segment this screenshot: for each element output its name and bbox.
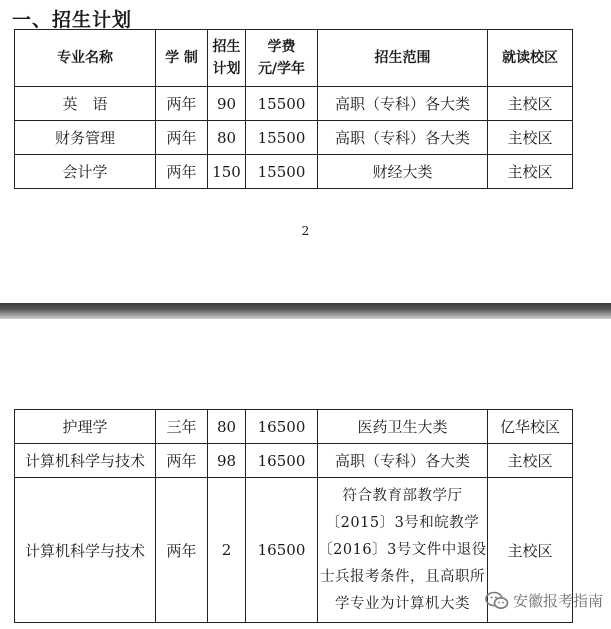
cell-fee: 15500 bbox=[246, 155, 318, 189]
watermark-text: 安徽报考指南 bbox=[512, 592, 603, 610]
header-fee-line1: 学费 bbox=[267, 39, 296, 55]
section-title: 一、招生计划 bbox=[12, 9, 133, 31]
table-row bbox=[15, 87, 573, 121]
cell-duration: 两年 bbox=[156, 87, 208, 121]
header-fee-line2: 元/学年 bbox=[257, 61, 306, 77]
cell-campus: 主校区 bbox=[488, 121, 573, 155]
cell-fee: 15500 bbox=[246, 121, 318, 155]
cell-major: 英 语 bbox=[15, 87, 156, 121]
cell-major: 会计学 bbox=[15, 155, 156, 189]
cell-scope: 财经大类 bbox=[318, 155, 488, 189]
cell-major: 计算机科学与技术 bbox=[15, 478, 156, 623]
header-scope: 招生范围 bbox=[318, 30, 488, 87]
enrollment-plan-table bbox=[14, 29, 573, 189]
cell-campus: 主校区 bbox=[488, 155, 573, 189]
cell-scope: 高职（专科）各大类 bbox=[318, 444, 488, 478]
header-quota-line2: 计划 bbox=[212, 61, 241, 77]
cell-duration: 三年 bbox=[156, 410, 208, 444]
cell-quota: 90 bbox=[208, 87, 246, 121]
cell-quota: 150 bbox=[208, 155, 246, 189]
scope-line: 士兵报考条件，且高职所 bbox=[320, 568, 485, 585]
scope-line: 符合教育部教学厅 bbox=[342, 487, 463, 504]
cell-scope: 医药卫生大类 bbox=[318, 410, 488, 444]
cell-duration: 两年 bbox=[156, 478, 208, 623]
page-number: 2 bbox=[301, 224, 310, 238]
cell-fee: 16500 bbox=[246, 444, 318, 478]
header-duration: 学 制 bbox=[156, 30, 208, 87]
table-header-row bbox=[15, 30, 573, 87]
header-quota bbox=[208, 30, 246, 87]
cell-quota: 98 bbox=[208, 444, 246, 478]
cell-duration: 两年 bbox=[156, 155, 208, 189]
header-fee bbox=[246, 30, 318, 87]
cell-quota: 2 bbox=[208, 478, 246, 623]
table-row bbox=[15, 410, 573, 444]
cell-campus: 主校区 bbox=[488, 87, 573, 121]
cell-scope: 高职（专科）各大类 bbox=[318, 121, 488, 155]
cell-major: 财务管理 bbox=[15, 121, 156, 155]
cell-quota: 80 bbox=[208, 121, 246, 155]
header-major: 专业名称 bbox=[15, 30, 156, 87]
cell-scope: 高职（专科）各大类 bbox=[318, 87, 488, 121]
watermark bbox=[485, 590, 603, 611]
cell-fee: 15500 bbox=[246, 87, 318, 121]
wechat-icon bbox=[485, 591, 509, 611]
cell-duration: 两年 bbox=[156, 121, 208, 155]
cell-campus: 主校区 bbox=[488, 444, 573, 478]
scope-line: 〔2016〕3号文件中退役 bbox=[318, 541, 487, 558]
cell-major: 护理学 bbox=[15, 410, 156, 444]
header-quota-line1: 招生 bbox=[212, 39, 241, 55]
page-separator bbox=[0, 303, 611, 319]
cell-fee: 16500 bbox=[246, 410, 318, 444]
cell-fee: 16500 bbox=[246, 478, 318, 623]
table-row bbox=[15, 444, 573, 478]
cell-scope-multiline bbox=[318, 478, 488, 623]
cell-duration: 两年 bbox=[156, 444, 208, 478]
cell-campus: 主校区 bbox=[488, 478, 573, 623]
cell-campus: 亿华校区 bbox=[488, 410, 573, 444]
scope-line: 〔2015〕3号和皖教学 bbox=[325, 514, 480, 531]
table-row bbox=[15, 121, 573, 155]
table-row bbox=[15, 155, 573, 189]
cell-quota: 80 bbox=[208, 410, 246, 444]
scope-line: 学专业为计算机大类 bbox=[335, 595, 470, 612]
cell-major: 计算机科学与技术 bbox=[15, 444, 156, 478]
header-campus: 就读校区 bbox=[488, 30, 573, 87]
